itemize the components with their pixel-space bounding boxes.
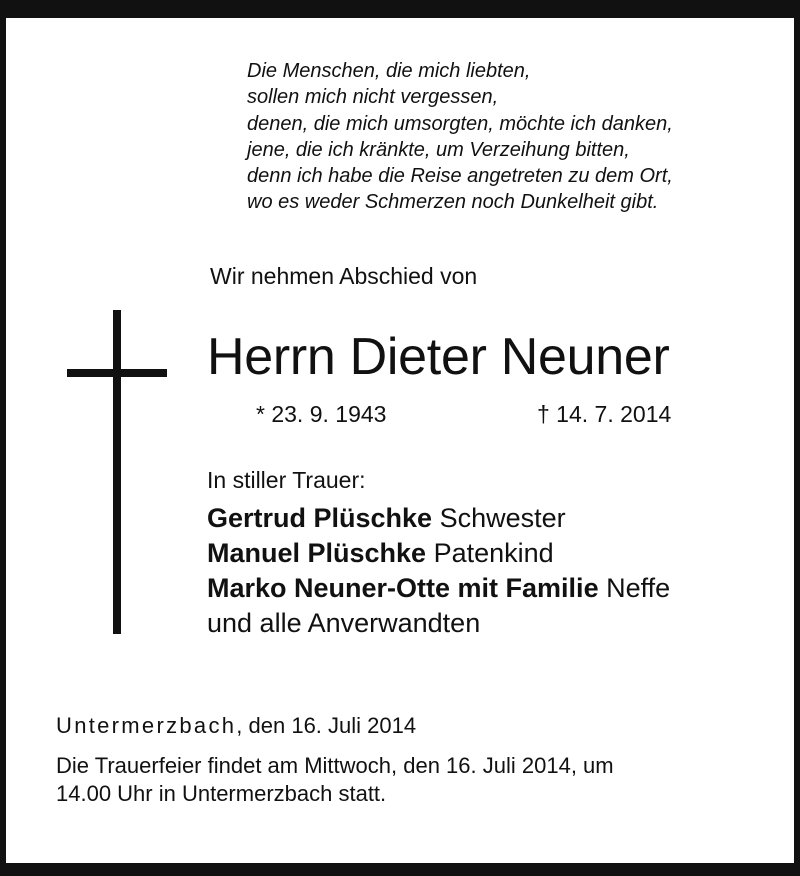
funeral-ceremony-notice [56, 752, 756, 808]
birth-date: * 23. 9. 1943 [256, 401, 387, 427]
poem-line: wo es weder Schmerzen noch Dunkelheit gibt. [247, 191, 659, 214]
mourning-label: In stiller Trauer: [207, 467, 366, 493]
cross-icon-horizontal [67, 369, 167, 377]
ceremony-line: 14.00 Uhr in Untermerzbach statt. [56, 781, 387, 806]
deceased-name: Herrn Dieter Neuner [207, 328, 670, 386]
mourner-relation: Patenkind [433, 538, 554, 568]
mourners-list [207, 501, 670, 641]
mourner-name: Gertrud Plüschke [207, 503, 433, 533]
poem-line: Die Menschen, die mich liebten, [247, 60, 531, 82]
mourner-name: Manuel Plüschke [207, 538, 427, 568]
mourner-name: Marko Neuner-Otte mit Familie [207, 573, 599, 603]
mourner-entry [207, 571, 670, 606]
ceremony-line: Die Trauerfeier findet am Mittwoch, den 16. Juli 2014, um [56, 753, 614, 778]
death-date: † 14. 7. 2014 [537, 401, 672, 427]
memorial-poem [247, 58, 673, 216]
poem-line: denn ich habe die Reise angetreten zu dem Ort, [247, 165, 673, 188]
mourner-entry [207, 536, 670, 571]
notice-date: , den 16. Juli 2014 [236, 713, 417, 738]
poem-line: denen, die mich umsorgten, möchte ich danken, [247, 112, 673, 135]
mourner-relation: Schwester [439, 503, 566, 533]
mourner-entry [207, 501, 670, 536]
cross-icon-vertical [113, 310, 121, 634]
poem-line: jene, die ich kränkte, um Verzeihung bitten, [247, 138, 630, 161]
relatives-line: und alle Anverwandten [207, 608, 481, 638]
mourner-relation: Neffe [606, 573, 671, 603]
place-date-line [56, 713, 416, 739]
place-name: Untermerzbach [56, 713, 237, 738]
farewell-intro: Wir nehmen Abschied von [210, 263, 478, 289]
poem-line: sollen mich nicht vergessen, [247, 86, 499, 109]
